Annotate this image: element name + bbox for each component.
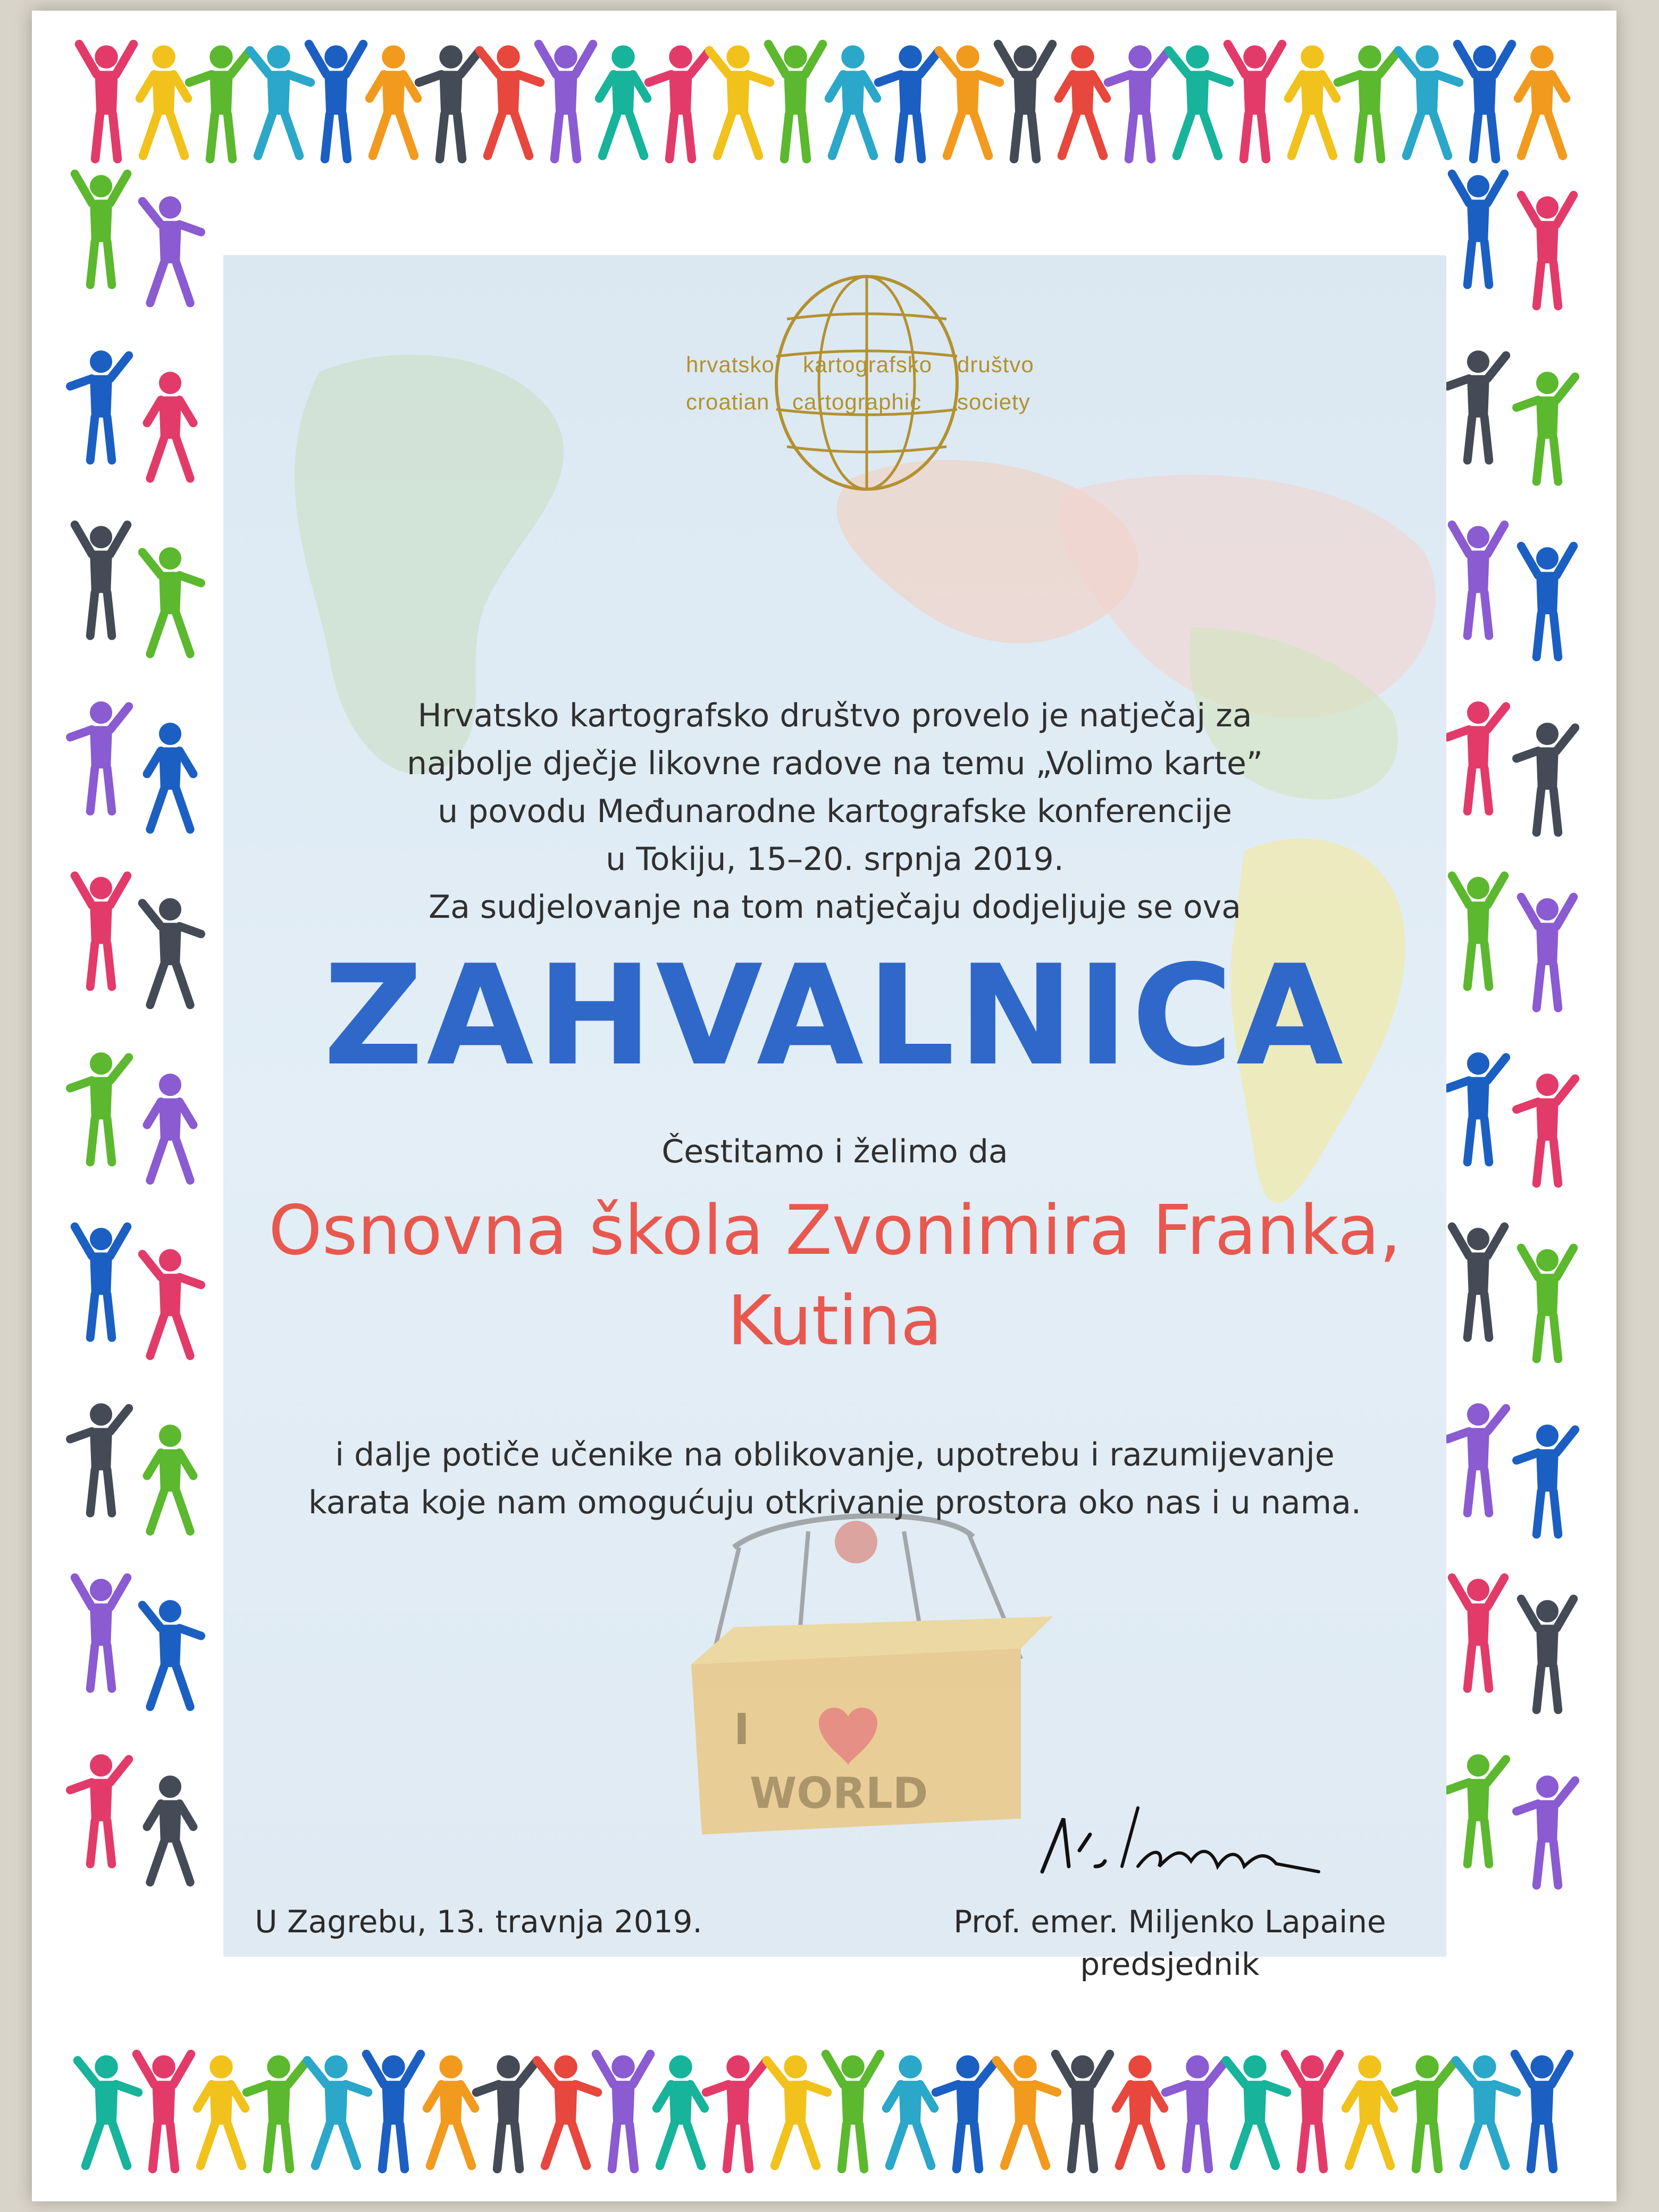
child-figure-icon: [1521, 1248, 1574, 1359]
child-figure-icon: [1169, 46, 1229, 156]
child-figure-icon: [826, 2054, 880, 2169]
child-figure-icon: [143, 548, 201, 654]
child-figure-icon: [197, 2056, 245, 2166]
child-figure-icon: [1226, 2056, 1287, 2166]
child-figure-icon: [147, 1776, 194, 1882]
child-figure-icon: [649, 46, 709, 159]
child-figure-icon: [998, 44, 1052, 159]
signer-name: Prof. emer. Miljenko Lapaine: [953, 1904, 1386, 1940]
logo-text-en-mid: cartographic: [792, 389, 922, 414]
child-figure-icon: [1452, 1227, 1505, 1338]
child-figure-icon: [147, 1425, 194, 1531]
child-figure-icon: [1521, 195, 1574, 306]
child-figure-icon: [1516, 372, 1575, 482]
child-figure-icon: [537, 2056, 598, 2166]
child-figure-icon: [427, 2056, 475, 2166]
certificate-title: ZAHVALNICA: [323, 936, 1347, 1096]
child-figure-icon: [147, 1074, 194, 1180]
child-figure-icon: [1055, 2054, 1110, 2169]
child-figure-icon: [143, 1250, 201, 1356]
child-figure-icon: [768, 44, 823, 159]
child-figure-icon: [709, 46, 770, 156]
child-figure-icon: [1395, 2056, 1456, 2169]
child-figure-icon: [247, 2056, 307, 2169]
child-figure-icon: [1398, 46, 1459, 156]
child-figure-icon: [599, 46, 647, 156]
child-figure-icon: [1346, 2056, 1394, 2166]
child-figure-icon: [706, 2056, 767, 2169]
child-figure-icon: [75, 876, 128, 987]
society-logo: [665, 271, 1069, 495]
child-figure-icon: [1452, 1578, 1505, 1689]
child-figure-icon: [480, 46, 540, 156]
child-figure-icon: [137, 2054, 191, 2169]
child-figure-icon: [939, 46, 1000, 156]
child-figure-icon: [309, 44, 363, 159]
balloon-world-text: WORLD: [750, 1769, 928, 1818]
child-figure-icon: [1228, 44, 1282, 159]
child-figure-icon: [1516, 723, 1575, 833]
intro-line-5: Za sudjelovanje na tom natječaju dodjeljuje se ova: [428, 889, 1241, 926]
child-figure-icon: [1521, 897, 1574, 1008]
child-figure-icon: [996, 2056, 1057, 2166]
child-figure-icon: [189, 46, 250, 159]
signer-role: predsjednik: [1080, 1946, 1260, 1982]
world-map-background: [223, 255, 1446, 1957]
child-figure-icon: [1516, 1776, 1575, 1886]
logo-text-en-right: society: [957, 389, 1030, 414]
child-figure-icon: [1516, 1425, 1575, 1535]
child-figure-icon: [147, 372, 194, 479]
child-figure-icon: [1452, 525, 1505, 636]
child-figure-icon: [886, 2056, 934, 2166]
child-figure-icon: [70, 1755, 129, 1864]
child-figure-icon: [1452, 174, 1505, 285]
child-figure-icon: [1447, 702, 1506, 811]
child-figure-icon: [70, 351, 129, 460]
child-figure-icon: [1516, 1074, 1575, 1184]
logo-text-en-left: croatian: [686, 389, 770, 414]
child-figure-icon: [1108, 46, 1169, 159]
child-figure-icon: [79, 44, 133, 159]
logo-text-hr-left: hrvatsko: [686, 352, 775, 377]
child-figure-icon: [1447, 1053, 1506, 1162]
intro-line-2: najbolje dječje likovne radove na temu „Volimo karte”: [406, 745, 1263, 782]
child-figure-icon: [539, 44, 593, 159]
child-figure-icon: [1288, 46, 1336, 156]
congrats-line: Čestitamo i želimo da: [661, 1133, 1008, 1170]
child-figure-icon: [1166, 2056, 1226, 2169]
child-figure-icon: [75, 525, 128, 636]
child-figure-icon: [1285, 2054, 1339, 2169]
child-figure-icon: [1447, 1404, 1506, 1513]
child-figure-icon: [75, 1227, 128, 1338]
certificate: [32, 11, 1616, 2201]
recipient-line-1: Osnovna škola Zvonimira Franka,: [268, 1191, 1402, 1270]
child-figure-icon: [1059, 46, 1107, 156]
child-figure-icon: [147, 723, 194, 830]
child-figure-icon: [75, 1578, 128, 1689]
child-figure-icon: [1116, 2056, 1164, 2166]
child-figure-icon: [419, 46, 480, 159]
child-figure-icon: [75, 174, 128, 285]
balloon-i-text: I: [734, 1705, 750, 1754]
signature: [1032, 1787, 1329, 1904]
child-figure-icon: [70, 702, 129, 811]
child-figure-icon: [70, 1053, 129, 1162]
child-figure-icon: [1515, 2054, 1569, 2169]
child-figure-icon: [936, 2056, 996, 2169]
recipient-line-2: Kutina: [727, 1281, 942, 1361]
closing-line-2: karata koje nam omogućuju otkrivanje prostora oko nas i u nama.: [308, 1484, 1361, 1521]
child-figure-icon: [1456, 2056, 1516, 2166]
child-figure-icon: [829, 46, 877, 156]
child-figure-icon: [70, 1404, 129, 1513]
child-figure-icon: [143, 197, 201, 303]
child-figure-icon: [1518, 46, 1566, 156]
child-figure-icon: [143, 899, 201, 1005]
child-figure-icon: [1447, 1755, 1506, 1864]
child-figure-icon: [657, 2056, 705, 2166]
inner-panel: [223, 255, 1446, 1982]
child-figure-icon: [78, 2056, 138, 2166]
child-figure-icon: [250, 46, 311, 156]
globe-icon: [665, 271, 1069, 495]
child-figure-icon: [1457, 44, 1512, 159]
intro-line-3: u povodu Međunarodne kartografske konferencije: [438, 793, 1232, 830]
child-figure-icon: [878, 46, 939, 159]
child-figure-icon: [1521, 546, 1574, 657]
logo-text-hr-mid: kartografsko: [803, 352, 933, 377]
child-figure-icon: [366, 2054, 421, 2169]
intro-line-1: Hrvatsko kartografsko društvo provelo je natječaj za: [417, 697, 1252, 734]
child-figure-icon: [1521, 1599, 1574, 1710]
child-figure-icon: [1452, 876, 1505, 987]
child-figure-icon: [476, 2056, 537, 2169]
child-figure-icon: [1338, 46, 1398, 159]
child-figure-icon: [140, 46, 188, 156]
logo-text-hr-right: društvo: [957, 352, 1034, 377]
child-figure-icon: [767, 2056, 827, 2166]
intro-line-4: u Tokiju, 15–20. srpnja 2019.: [606, 841, 1064, 878]
child-figure-icon: [307, 2056, 368, 2166]
child-figure-icon: [1447, 351, 1506, 460]
child-figure-icon: [596, 2054, 650, 2169]
place-date: U Zagrebu, 13. travnja 2019.: [255, 1904, 702, 1940]
closing-line-1: i dalje potiče učenike na oblikovanje, upotrebu i razumijevanje: [335, 1436, 1335, 1473]
child-figure-icon: [370, 46, 417, 156]
child-figure-icon: [143, 1601, 201, 1707]
